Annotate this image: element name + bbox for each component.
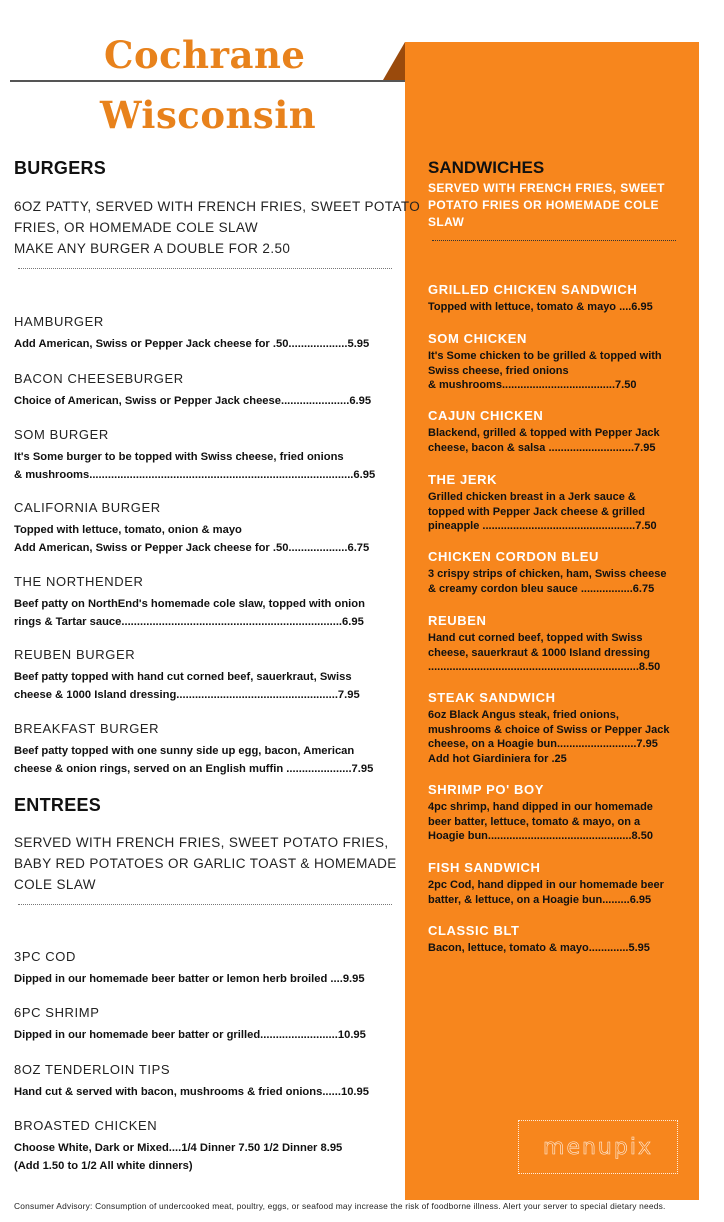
item-name: 3PC COD bbox=[14, 949, 76, 964]
entrees-heading: ENTREES bbox=[14, 795, 102, 815]
title-line-2: Wisconsin bbox=[100, 93, 317, 137]
item-desc: rings & Tartar sauce.......................................................................6.95 bbox=[14, 616, 364, 628]
entrees-divider bbox=[18, 904, 392, 905]
item-desc: It's Some burger to be topped with Swiss cheese, fried onions bbox=[14, 451, 344, 463]
sandwiches-heading: SANDWICHES bbox=[428, 158, 545, 177]
item-name: 6PC SHRIMP bbox=[14, 1005, 100, 1020]
item-name: REUBEN BURGER bbox=[14, 647, 136, 662]
item-desc: & mushrooms.....................................7.50 bbox=[428, 379, 637, 391]
menu-item bbox=[14, 371, 394, 410]
item-desc: Bacon, lettuce, tomato & mayo.............5.95 bbox=[428, 942, 650, 954]
item-desc: beer batter, lettuce, tomato & mayo, on a bbox=[428, 815, 641, 828]
menu-item bbox=[14, 427, 394, 484]
item-desc: Beef patty topped with hand cut corned beef, sauerkraut, Swiss bbox=[14, 671, 352, 683]
item-name: THE JERK bbox=[428, 472, 498, 487]
menu-item bbox=[14, 1062, 394, 1101]
item-desc: Hand cut corned beef, topped with Swiss bbox=[428, 632, 643, 644]
item-name: BROASTED CHICKEN bbox=[14, 1118, 158, 1133]
menu-item bbox=[428, 408, 690, 455]
item-desc: & mushrooms.....................................................................................6.95 bbox=[14, 469, 376, 481]
menu-item bbox=[14, 647, 394, 704]
menu-item bbox=[14, 314, 394, 353]
item-desc: Topped with lettuce, tomato, onion & mayo bbox=[14, 524, 242, 536]
item-desc: 3 crispy strips of chicken, ham, Swiss cheese bbox=[428, 568, 667, 580]
item-desc: Hoagie bun...............................................8.50 bbox=[428, 830, 653, 842]
item-desc: Beef patty on NorthEnd's homemade cole slaw, topped with onion bbox=[14, 598, 365, 610]
item-desc: Choose White, Dark or Mixed....1/4 Dinner 7.50 1/2 Dinner 8.95 bbox=[14, 1142, 343, 1154]
menupix-watermark bbox=[518, 1120, 678, 1174]
item-desc: & creamy cordon bleu sauce .................6.75 bbox=[428, 582, 655, 595]
item-name: REUBEN bbox=[428, 613, 487, 628]
item-desc: Add American, Swiss or Pepper Jack cheese for .50...................5.95 bbox=[14, 338, 370, 350]
menu-item bbox=[14, 500, 394, 557]
panel-fold-shadow bbox=[383, 42, 405, 80]
item-desc: pineapple ..................................................7.50 bbox=[428, 520, 657, 532]
item-desc: (Add 1.50 to 1/2 All white dinners) bbox=[14, 1160, 193, 1172]
consumer-advisory: Consumer Advisory: Consumption of undercooked meat, poultry, eggs, or seafood may increase the risk of foodborne illness. Alert your server to special dietary needs. bbox=[14, 1201, 666, 1211]
item-desc: batter, & lettuce, on a Hoagie bun.........6.95 bbox=[428, 893, 652, 906]
item-desc: It's Some chicken to be grilled & topped with bbox=[428, 350, 662, 362]
burgers-desc-3: MAKE ANY BURGER A DOUBLE FOR 2.50 bbox=[14, 241, 291, 256]
item-desc: mushrooms & choice of Swiss or Pepper Jack bbox=[428, 723, 670, 736]
item-name: THE NORTHENDER bbox=[14, 574, 144, 589]
burgers-divider bbox=[18, 268, 392, 269]
menu-item bbox=[428, 549, 690, 596]
item-desc: cheese, bacon & salsa ............................7.95 bbox=[428, 441, 656, 454]
entrees-desc-1: SERVED WITH FRENCH FRIES, SWEET POTATO FRIES, bbox=[14, 835, 389, 850]
item-desc: Choice of American, Swiss or Pepper Jack cheese......................6.95 bbox=[14, 395, 372, 407]
watermark-text: menupix bbox=[543, 1134, 653, 1160]
item-desc: Add American, Swiss or Pepper Jack cheese for .50...................6.75 bbox=[14, 542, 370, 554]
item-name: FISH SANDWICH bbox=[428, 860, 541, 875]
item-desc: Blackend, grilled & topped with Pepper Jack bbox=[428, 427, 660, 439]
item-desc: topped with Pepper Jack cheese & grilled bbox=[428, 505, 646, 518]
item-name: SHRIMP PO' BOY bbox=[428, 782, 544, 797]
item-desc: .....................................................................8.50 bbox=[428, 661, 661, 673]
item-name: GRILLED CHICKEN SANDWICH bbox=[428, 282, 638, 297]
menu-item bbox=[14, 1005, 394, 1044]
item-desc: Add hot Giardiniera for .25 bbox=[428, 752, 567, 765]
item-desc: Topped with lettuce, tomato & mayo ....6.95 bbox=[428, 301, 653, 313]
item-name: BREAKFAST BURGER bbox=[14, 721, 160, 736]
title-line-1: Cochrane bbox=[104, 33, 306, 77]
menu-item bbox=[428, 690, 690, 766]
item-desc: Beef patty topped with one sunny side up egg, bacon, American bbox=[14, 745, 355, 757]
menu-item bbox=[14, 721, 394, 778]
entrees-desc-2: BABY RED POTATOES OR GARLIC TOAST & HOMEMADE bbox=[14, 856, 397, 871]
item-desc: 4pc shrimp, hand dipped in our homemade bbox=[428, 801, 653, 813]
menu-item bbox=[14, 574, 394, 631]
menu-item bbox=[428, 923, 690, 956]
item-name: CHICKEN CORDON BLEU bbox=[428, 549, 600, 564]
item-desc: cheese, on a Hoagie bun..........................7.95 bbox=[428, 738, 658, 750]
item-desc: Dipped in our homemade beer batter or lemon herb broiled ....9.95 bbox=[14, 973, 365, 985]
menu-item bbox=[428, 860, 690, 907]
header-divider bbox=[10, 80, 410, 82]
item-name: SOM CHICKEN bbox=[428, 331, 528, 346]
item-name: BACON CHEESEBURGER bbox=[14, 371, 184, 386]
menu-item bbox=[14, 949, 394, 988]
item-desc: Swiss cheese, fried onions bbox=[428, 364, 569, 377]
sandwiches-subtitle: SERVED WITH FRENCH FRIES, SWEET POTATO FRIES OR HOMEMADE COLE SLAW bbox=[428, 181, 665, 229]
item-name: 8OZ TENDERLOIN TIPS bbox=[14, 1062, 171, 1077]
item-desc: 6oz Black Angus steak, fried onions, bbox=[428, 709, 619, 721]
item-desc: 2pc Cod, hand dipped in our homemade beer bbox=[428, 879, 664, 891]
item-name: CLASSIC BLT bbox=[428, 923, 520, 938]
menu-item bbox=[14, 1118, 394, 1175]
menu-item bbox=[428, 782, 690, 844]
burgers-desc-1: 6OZ PATTY, SERVED WITH FRENCH FRIES, SWEET POTATO bbox=[14, 199, 421, 214]
item-desc: cheese & 1000 Island dressing....................................................7.95 bbox=[14, 689, 360, 701]
item-desc: cheese & onion rings, served on an English muffin .....................7.95 bbox=[14, 763, 374, 775]
sandwiches-divider bbox=[432, 240, 676, 241]
item-desc: Hand cut & served with bacon, mushrooms & fried onions......10.95 bbox=[14, 1086, 369, 1098]
item-name: HAMBURGER bbox=[14, 314, 104, 329]
item-name: SOM BURGER bbox=[14, 427, 109, 442]
burgers-desc-2: FRIES, OR HOMEMADE COLE SLAW bbox=[14, 220, 258, 235]
menu-item bbox=[428, 472, 690, 534]
entrees-desc-3: COLE SLAW bbox=[14, 877, 96, 892]
item-name: CALIFORNIA BURGER bbox=[14, 500, 161, 515]
menu-item bbox=[428, 331, 690, 393]
burgers-heading: BURGERS bbox=[14, 158, 107, 178]
item-name: STEAK SANDWICH bbox=[428, 690, 556, 705]
menu-item bbox=[428, 613, 690, 675]
item-desc: Dipped in our homemade beer batter or grilled.........................10.95 bbox=[14, 1029, 366, 1041]
menu-item bbox=[428, 282, 690, 315]
item-desc: Grilled chicken breast in a Jerk sauce & bbox=[428, 491, 636, 503]
item-desc: cheese, sauerkraut & 1000 Island dressing bbox=[428, 646, 650, 659]
item-name: CAJUN CHICKEN bbox=[428, 408, 544, 423]
